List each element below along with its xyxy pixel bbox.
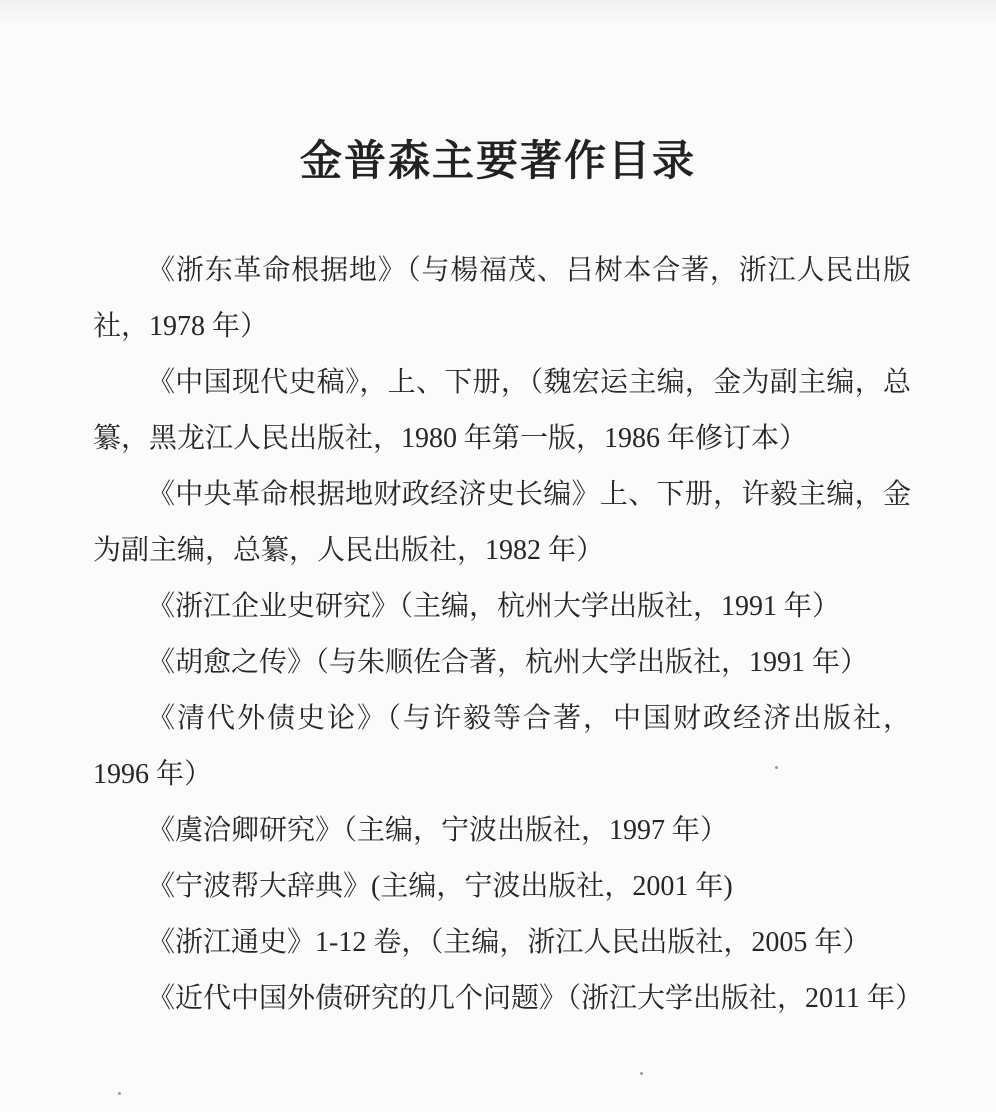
bibliography-entry: 《虞洽卿研究》（主编，宁波出版社，1997 年） — [147, 815, 729, 846]
bibliography-entry: 《近代中国外债研究的几个问题》（浙江大学出版社，2011 年） — [147, 983, 923, 1014]
scan-speck — [118, 1092, 121, 1095]
bibliography-entry: 《中国现代史稿》，上、下册，（魏宏运主编，金为副主编，总纂，黑龙江人民出版社，1980 年第一版，1986 年修订本） — [93, 367, 911, 454]
bibliography-entry: 《浙江通史》1-12 卷，（主编，浙江人民出版社，2005 年） — [147, 927, 871, 958]
page-title: 金普森主要著作目录 — [299, 136, 696, 185]
bibliography-entry: 《胡愈之传》（与朱顺佐合著，杭州大学出版社，1991 年） — [147, 647, 869, 678]
bibliography-entry: 《浙东革命根据地》（与楊福茂、吕树本合著，浙江人民出版社，1978 年） — [93, 255, 911, 342]
bibliography-entry: 《中央革命根据地财政经济史长编》上、下册，许毅主编，金为副主编，总纂，人民出版社，1982 年） — [93, 479, 911, 566]
scan-speck — [640, 1072, 643, 1075]
bibliography-list — [93, 243, 923, 1027]
bibliography-entry: 《宁波帮大辞典》(主编，宁波出版社，2001 年) — [147, 871, 733, 902]
scan-speck — [775, 766, 778, 769]
scan-shadow — [0, 0, 996, 26]
bibliography-entry: 《清代外债史论》（与许毅等合著，中国财政经济出版社，1996 年） — [93, 703, 911, 790]
bibliography-entry: 《浙江企业史研究》（主编，杭州大学出版社，1991 年） — [147, 591, 841, 622]
